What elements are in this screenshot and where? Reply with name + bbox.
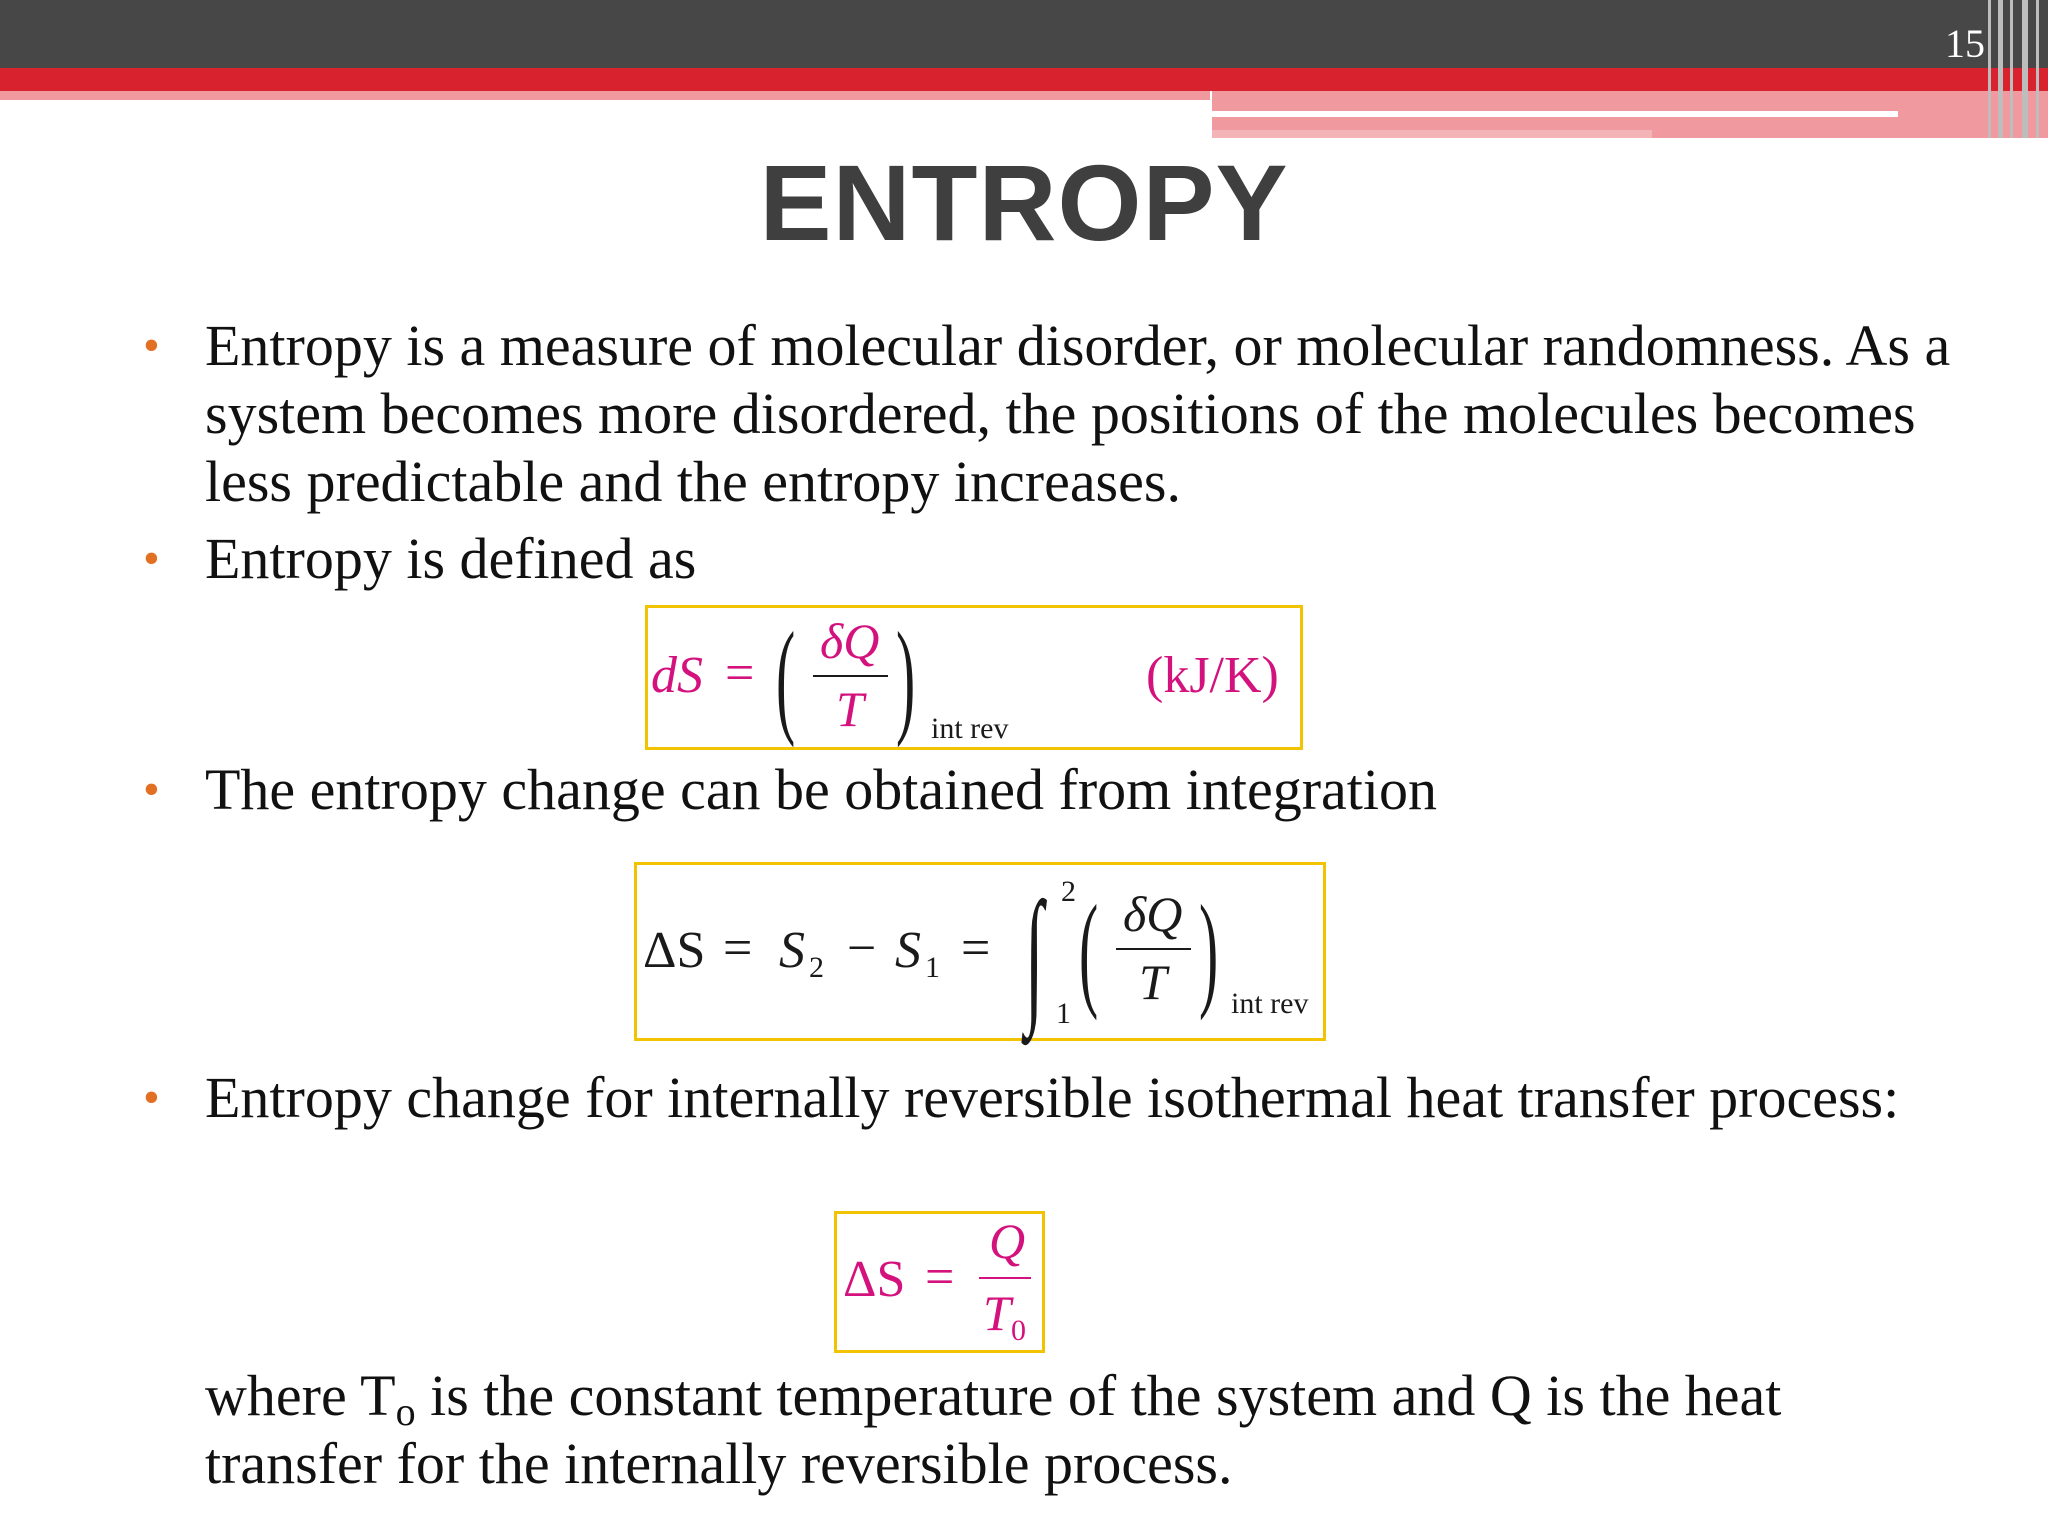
note-text xyxy=(205,1362,1965,1498)
header-pink-stripe xyxy=(0,91,1210,100)
eq2-integral-sign: ∫ xyxy=(1025,872,1044,1038)
eq2-subscript: int rev xyxy=(1231,987,1309,1020)
eq3-denominator: T xyxy=(983,1285,1011,1341)
eq1-units: (kJ/K) xyxy=(1146,647,1279,704)
eq2-fraction-bar xyxy=(1116,948,1191,950)
bullet-integration: • The entropy change can be obtained from integration xyxy=(205,756,1965,824)
bullet-defined-as: • Entropy is defined as xyxy=(205,525,1965,593)
eq1-lhs: dS xyxy=(651,647,703,704)
eq1-subscript: int rev xyxy=(931,712,1009,745)
note-before: where T xyxy=(205,1363,396,1428)
eq2-equals-2: = xyxy=(961,920,991,977)
bullet-isothermal: • Entropy change for internally reversible isothermal heat transfer process: xyxy=(205,1064,1965,1132)
slide-title: ENTROPY xyxy=(759,142,1289,263)
eq2-s1-subscript: 1 xyxy=(925,951,940,984)
eq3-fraction-bar xyxy=(979,1277,1031,1279)
eq2-s2-subscript: 2 xyxy=(809,951,824,984)
equation-isothermal-entropy-change xyxy=(834,1211,1045,1353)
eq2-s1: S xyxy=(895,922,921,979)
eq2-lower-limit: 1 xyxy=(1056,997,1071,1030)
eq2-minus: − xyxy=(847,920,877,977)
eq1-left-paren: ( xyxy=(776,606,796,748)
note-subscript: o xyxy=(395,1389,416,1434)
note-after: is the constant temperature of the system and Q is the heat transfer for the internally reversible process. xyxy=(205,1363,1782,1496)
eq2-denominator: T xyxy=(1139,954,1167,1010)
eq1-right-paren: ) xyxy=(896,606,916,748)
eq1-denominator: T xyxy=(836,681,864,737)
header-vertical-stripes xyxy=(1988,0,2048,138)
eq2-numerator: δQ xyxy=(1123,886,1183,942)
eq3-equals: = xyxy=(925,1249,955,1306)
header-light-line xyxy=(1212,130,1652,138)
eq2-right-paren: ) xyxy=(1199,879,1219,1021)
eq2-delta-s: ΔS xyxy=(643,922,706,979)
eq1-fraction-bar xyxy=(813,675,888,677)
bullet-definition-text: • Entropy is a measure of molecular disorder, or molecular randomness. As a system becomes more disordered, the positions of the molecules becomes less predictable and the entropy increases. xyxy=(205,312,1965,516)
eq2-left-paren: ( xyxy=(1079,879,1099,1021)
header-white-line xyxy=(1212,111,1898,117)
eq3-denominator-subscript: 0 xyxy=(1011,1314,1026,1347)
eq3-numerator: Q xyxy=(989,1213,1026,1269)
header-bar xyxy=(0,0,2048,68)
equation-entropy-change-integral xyxy=(634,862,1326,1041)
eq2-upper-limit: 2 xyxy=(1061,875,1076,908)
eq2-equals-1: = xyxy=(723,920,753,977)
eq1-numerator: δQ xyxy=(820,613,880,669)
eq1-equals: = xyxy=(725,645,755,702)
eq3-lhs: ΔS xyxy=(843,1251,906,1308)
slide-number: 15 xyxy=(1945,21,1985,66)
eq2-s2: S xyxy=(779,922,805,979)
equation-entropy-definition xyxy=(645,605,1303,750)
header-red-stripe xyxy=(0,68,2048,91)
